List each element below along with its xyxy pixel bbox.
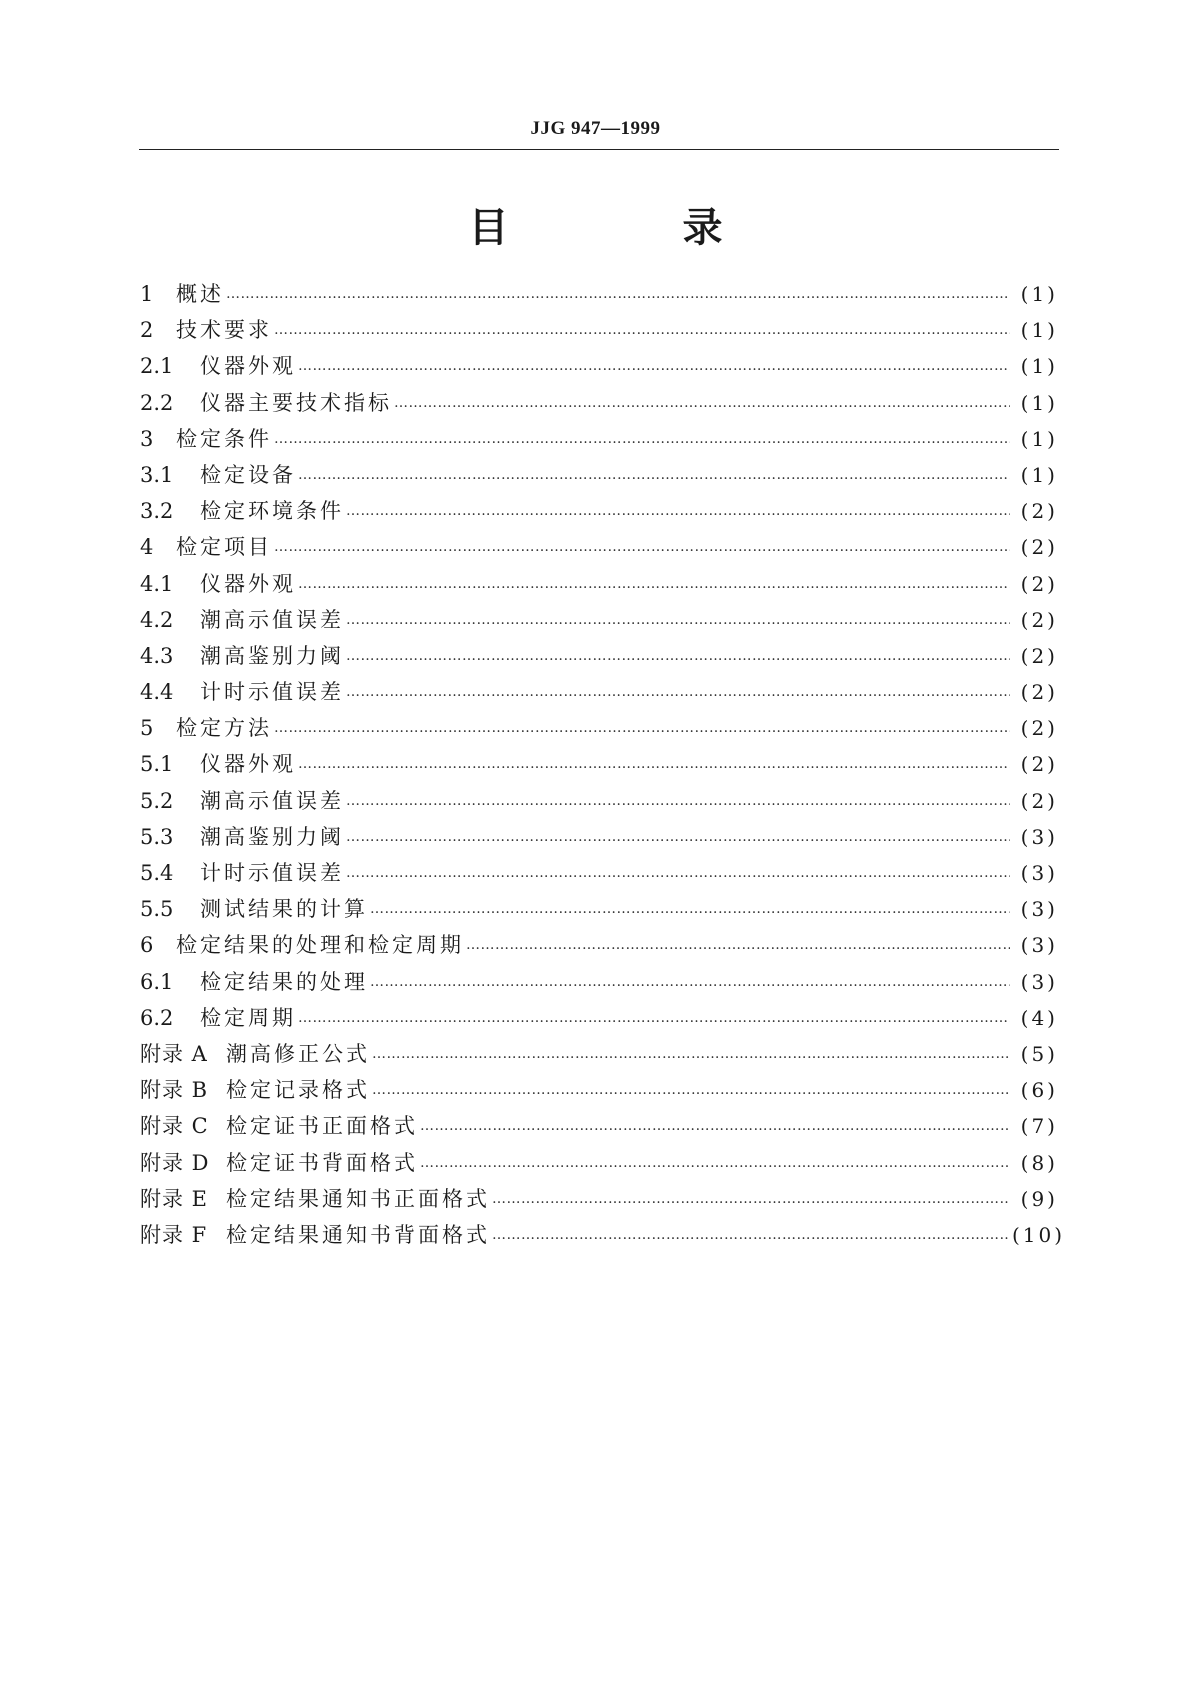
toc-entry[interactable] (140, 966, 1058, 1002)
toc-entry-page: (3) (1020, 897, 1058, 922)
toc-entry[interactable] (140, 387, 1058, 423)
toc-entry-label (140, 495, 344, 525)
toc-entry-number: 4 (140, 535, 154, 560)
toc-entry-label (140, 966, 368, 996)
toc-entry[interactable] (140, 1147, 1058, 1183)
toc-entry-number: 附录 A (140, 1041, 208, 1066)
toc-entry-number: 2.2 (140, 390, 174, 415)
toc-entry-label (140, 1147, 418, 1177)
toc-entry-number: 6 (140, 933, 154, 958)
toc-entry-label (140, 604, 344, 634)
toc-entry-label (140, 893, 368, 923)
toc-entry[interactable] (140, 350, 1058, 386)
toc-entry-number: 4.4 (140, 680, 174, 705)
toc-entry-title: 检定条件 (176, 426, 272, 451)
toc-dot-leader (226, 286, 1010, 302)
toc-entry-page: (8) (1020, 1150, 1058, 1175)
header-rule (139, 149, 1059, 150)
toc-entry-label (140, 314, 272, 344)
toc-entry-label (140, 387, 392, 417)
toc-entry-page: (10) (1012, 1222, 1066, 1247)
table-of-contents (140, 278, 1066, 1255)
toc-entry-page: (2) (1020, 752, 1058, 777)
toc-dot-leader (298, 467, 1010, 483)
toc-dot-leader (492, 1191, 1010, 1207)
toc-entry-label (140, 1183, 490, 1213)
toc-entry-label (140, 278, 224, 308)
toc-entry-page: (2) (1020, 499, 1058, 524)
toc-entry[interactable] (140, 1002, 1058, 1038)
toc-entry-page: (2) (1020, 680, 1058, 705)
toc-entry-number: 1 (140, 282, 154, 306)
toc-entry-number: 6.1 (140, 969, 174, 994)
toc-dot-leader (346, 612, 1010, 628)
toc-entry[interactable] (140, 459, 1058, 495)
toc-dot-leader (346, 648, 1010, 664)
toc-entry-page: (1) (1020, 462, 1058, 487)
toc-entry-label (140, 929, 464, 959)
toc-entry[interactable] (140, 857, 1058, 893)
toc-entry-label (140, 1074, 370, 1104)
toc-entry-number: 2 (140, 318, 154, 343)
toc-entry-number: 4.1 (140, 571, 174, 596)
toc-entry-page: (2) (1020, 643, 1058, 668)
standard-code-header: JJG 947—1999 (530, 118, 661, 139)
toc-entry[interactable] (140, 640, 1058, 676)
toc-entry-page: (4) (1020, 1005, 1058, 1030)
toc-entry[interactable] (140, 1110, 1058, 1146)
toc-entry-label (140, 1038, 370, 1068)
toc-entry-title: 检定结果的处理和检定周期 (176, 933, 464, 958)
toc-dot-leader (274, 539, 1010, 555)
toc-entry-title: 潮高修正公式 (226, 1041, 370, 1066)
toc-dot-leader (346, 503, 1010, 519)
toc-entry[interactable] (140, 676, 1058, 712)
toc-dot-leader (346, 793, 1010, 809)
toc-entry-title: 仪器主要技术指标 (200, 390, 392, 415)
toc-dot-leader (466, 937, 1010, 953)
toc-dot-leader (298, 1010, 1010, 1026)
toc-entry[interactable] (140, 712, 1058, 748)
toc-entry-title: 潮高示值误差 (200, 607, 344, 632)
toc-entry-page: (2) (1020, 571, 1058, 596)
toc-dot-leader (370, 974, 1010, 990)
toc-entry-page: (1) (1020, 318, 1058, 343)
toc-entry-label (140, 568, 296, 598)
toc-dot-leader (372, 1082, 1010, 1098)
toc-entry-title: 潮高鉴别力阈 (200, 824, 344, 849)
toc-entry-number: 3.2 (140, 499, 174, 524)
toc-entry-number: 附录 F (140, 1222, 208, 1247)
toc-dot-leader (298, 358, 1010, 374)
toc-dot-leader (346, 684, 1010, 700)
toc-entry-label (140, 1110, 418, 1140)
toc-entry-number: 4.2 (140, 607, 174, 632)
toc-entry-page: (1) (1020, 426, 1058, 451)
toc-entry-number: 附录 C (140, 1114, 209, 1139)
toc-entry-title: 检定项目 (176, 535, 272, 560)
toc-entry-title: 检定结果通知书背面格式 (226, 1222, 490, 1247)
toc-dot-leader (346, 829, 1010, 845)
toc-entry-label (140, 423, 272, 453)
toc-entry-page: (2) (1020, 535, 1058, 560)
toc-entry-page: (2) (1020, 716, 1058, 741)
toc-entry-title: 检定证书正面格式 (226, 1114, 418, 1139)
toc-entry-page: (3) (1020, 933, 1058, 958)
toc-entry-number: 5.4 (140, 861, 174, 885)
toc-entry-number: 5.1 (140, 752, 174, 777)
toc-entry[interactable] (140, 278, 1058, 314)
toc-entry-label (140, 531, 272, 561)
toc-entry-number: 5 (140, 716, 154, 741)
toc-entry-label (140, 459, 296, 489)
toc-dot-leader (298, 576, 1010, 592)
toc-entry-number: 附录 D (140, 1150, 210, 1175)
toc-entry-number: 4.3 (140, 643, 174, 668)
toc-entry-title: 检定记录格式 (226, 1078, 370, 1103)
toc-entry-label (140, 821, 344, 851)
toc-dot-leader (394, 395, 1010, 411)
toc-entry[interactable] (140, 1074, 1058, 1110)
toc-entry-title: 检定结果通知书正面格式 (226, 1186, 490, 1211)
toc-dot-leader (420, 1118, 1010, 1134)
toc-entry[interactable] (140, 1038, 1058, 1074)
toc-entry-page: (2) (1020, 788, 1058, 813)
toc-entry-page: (3) (1020, 861, 1058, 885)
toc-entry-label (140, 1002, 296, 1032)
toc-entry-number: 6.2 (140, 1005, 174, 1030)
toc-entry-label (140, 857, 344, 887)
toc-entry[interactable] (140, 495, 1058, 531)
toc-entry-title: 计时示值误差 (200, 861, 344, 885)
toc-entry-number: 附录 E (140, 1186, 209, 1211)
toc-entry-page: (7) (1020, 1114, 1058, 1139)
toc-entry-title: 概述 (176, 282, 224, 306)
toc-entry-page: (9) (1020, 1186, 1058, 1211)
toc-entry-page: (2) (1020, 607, 1058, 632)
toc-entry-label (140, 350, 296, 380)
toc-entry-page: (3) (1020, 969, 1058, 994)
toc-entry-title: 仪器外观 (200, 752, 296, 777)
page-title: 目 录 (468, 205, 803, 251)
toc-entry-label (140, 640, 344, 670)
toc-dot-leader (274, 431, 1010, 447)
toc-entry-title: 技术要求 (176, 318, 272, 343)
toc-entry-label (140, 748, 296, 778)
toc-entry-title: 检定周期 (200, 1005, 296, 1030)
toc-entry-title: 仪器外观 (200, 571, 296, 596)
toc-entry[interactable] (140, 604, 1058, 640)
toc-entry-number: 附录 B (140, 1078, 209, 1103)
toc-entry-number: 3.1 (140, 462, 174, 487)
toc-entry-page: (3) (1020, 824, 1058, 849)
toc-entry-page: (1) (1020, 390, 1058, 415)
toc-dot-leader (274, 322, 1010, 338)
toc-dot-leader (372, 1046, 1010, 1062)
toc-dot-leader (274, 720, 1010, 736)
toc-entry-page: (1) (1020, 282, 1058, 306)
toc-dot-leader (346, 865, 1010, 881)
toc-dot-leader (420, 1155, 1010, 1171)
toc-entry[interactable] (140, 748, 1058, 784)
toc-dot-leader (370, 901, 1010, 917)
toc-entry[interactable] (140, 568, 1058, 604)
toc-dot-leader (492, 1227, 1010, 1243)
toc-entry-title: 潮高示值误差 (200, 788, 344, 813)
toc-entry-number: 5.2 (140, 788, 174, 813)
toc-entry-title: 检定证书背面格式 (226, 1150, 418, 1175)
toc-entry[interactable] (140, 1219, 1066, 1255)
toc-entry[interactable] (140, 314, 1058, 350)
toc-dot-leader (298, 756, 1010, 772)
toc-entry-title: 检定环境条件 (200, 499, 344, 524)
toc-entry-page: (5) (1020, 1041, 1058, 1066)
toc-entry-number: 5.5 (140, 897, 174, 922)
toc-entry[interactable] (140, 785, 1058, 821)
toc-entry-page: (6) (1020, 1078, 1058, 1103)
toc-entry-label (140, 785, 344, 815)
toc-entry-title: 计时示值误差 (200, 680, 344, 705)
toc-entry[interactable] (140, 893, 1058, 929)
toc-entry-label (140, 676, 344, 706)
toc-entry-title: 潮高鉴别力阈 (200, 643, 344, 668)
toc-entry-title: 检定方法 (176, 716, 272, 741)
toc-entry-number: 2.1 (140, 354, 174, 379)
toc-entry-title: 检定结果的处理 (200, 969, 368, 994)
toc-entry-label (140, 712, 272, 742)
toc-entry[interactable] (140, 531, 1058, 567)
toc-entry-number: 5.3 (140, 824, 174, 849)
toc-entry[interactable] (140, 1183, 1058, 1219)
toc-entry[interactable] (140, 423, 1058, 459)
toc-entry[interactable] (140, 929, 1058, 965)
toc-entry-label (140, 1219, 490, 1249)
toc-entry-page: (1) (1020, 354, 1058, 379)
toc-entry-title: 测试结果的计算 (200, 897, 368, 922)
toc-entry-number: 3 (140, 426, 154, 451)
toc-entry-title: 检定设备 (200, 462, 296, 487)
toc-entry-title: 仪器外观 (200, 354, 296, 379)
toc-entry[interactable] (140, 821, 1058, 857)
